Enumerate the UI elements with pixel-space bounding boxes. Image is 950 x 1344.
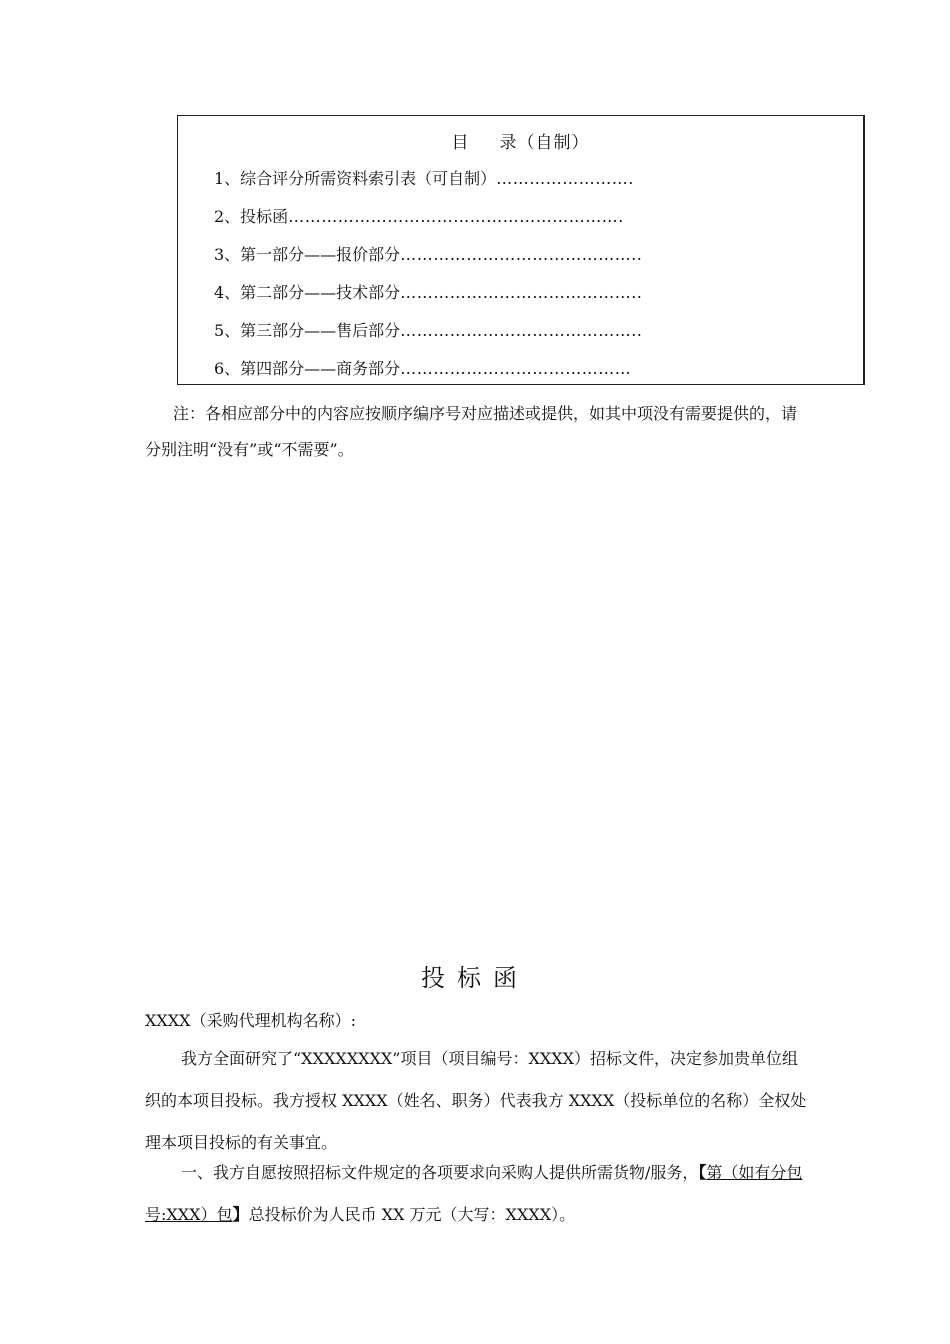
toc-item-dots: …………………………………….. xyxy=(400,245,643,264)
toc-item-label: 5、第三部分——售后部分 xyxy=(214,321,401,340)
toc-item-label: 6、第四部分——商务部分 xyxy=(214,359,401,378)
toc-note: 注：各相应部分中的内容应按顺序编序号对应描述或提供，如其中项没有需要提供的，请分别注明“没有”或“不需要”。 xyxy=(145,404,798,459)
toc-item-5[interactable] xyxy=(214,318,642,341)
toc-item-4[interactable] xyxy=(214,280,642,303)
paragraph-2-start: 一、我方自愿按照招标文件规定的各项要求向采购人提供所需货物/服务， xyxy=(181,1163,699,1182)
toc-item-3[interactable] xyxy=(214,242,642,265)
toc-item-label: 4、第二部分——技术部分 xyxy=(214,283,401,302)
toc-item-dots: …………………………………… xyxy=(400,359,632,378)
toc-item-dots: ……………………. xyxy=(496,169,634,188)
toc-item-dots: …………………………………….. xyxy=(400,321,643,340)
toc-title xyxy=(178,128,863,153)
bracket-open: 【 xyxy=(698,1163,707,1182)
toc-item-2[interactable] xyxy=(214,204,624,227)
toc-item-6[interactable] xyxy=(214,356,631,379)
package-number-field[interactable]: 第（如有分包号:XXX）包 xyxy=(145,1163,803,1224)
letter-salutation: XXXX（采购代理机构名称）: xyxy=(145,1011,356,1030)
bracket-close: 】 xyxy=(232,1205,249,1224)
toc-item-dots: …………………………………….. xyxy=(400,283,643,302)
paragraph-2-end: 总投标价为人民币 XX 万元（大写：XXXX）。 xyxy=(248,1205,576,1224)
toc-item-label: 2、投标函 xyxy=(214,207,289,226)
toc-item-1[interactable] xyxy=(214,166,634,189)
toc-title-right: 录（自制） xyxy=(499,133,590,153)
letter-paragraph-2 xyxy=(145,1152,810,1236)
letter-heading: 投标函 xyxy=(421,964,529,992)
letter-paragraph-1: 我方全面研究了“XXXXXXXX”项目（项目编号：XXXX）招标文件，决定参加贵单位组织的本项目投标。我方授权 XXXX（姓名、职务）代表我方 XXXX（投标单位的名称）全权处理本项目投标的有关事宜。 xyxy=(145,1049,807,1152)
toc-item-label: 3、第一部分——报价部分 xyxy=(214,245,401,264)
toc-item-label: 1、综合评分所需资料索引表（可自制） xyxy=(214,169,497,188)
toc-title-left: 目 xyxy=(451,133,470,153)
toc-item-dots: ……………………………………………………. xyxy=(288,207,624,226)
table-of-contents-box xyxy=(177,115,865,385)
